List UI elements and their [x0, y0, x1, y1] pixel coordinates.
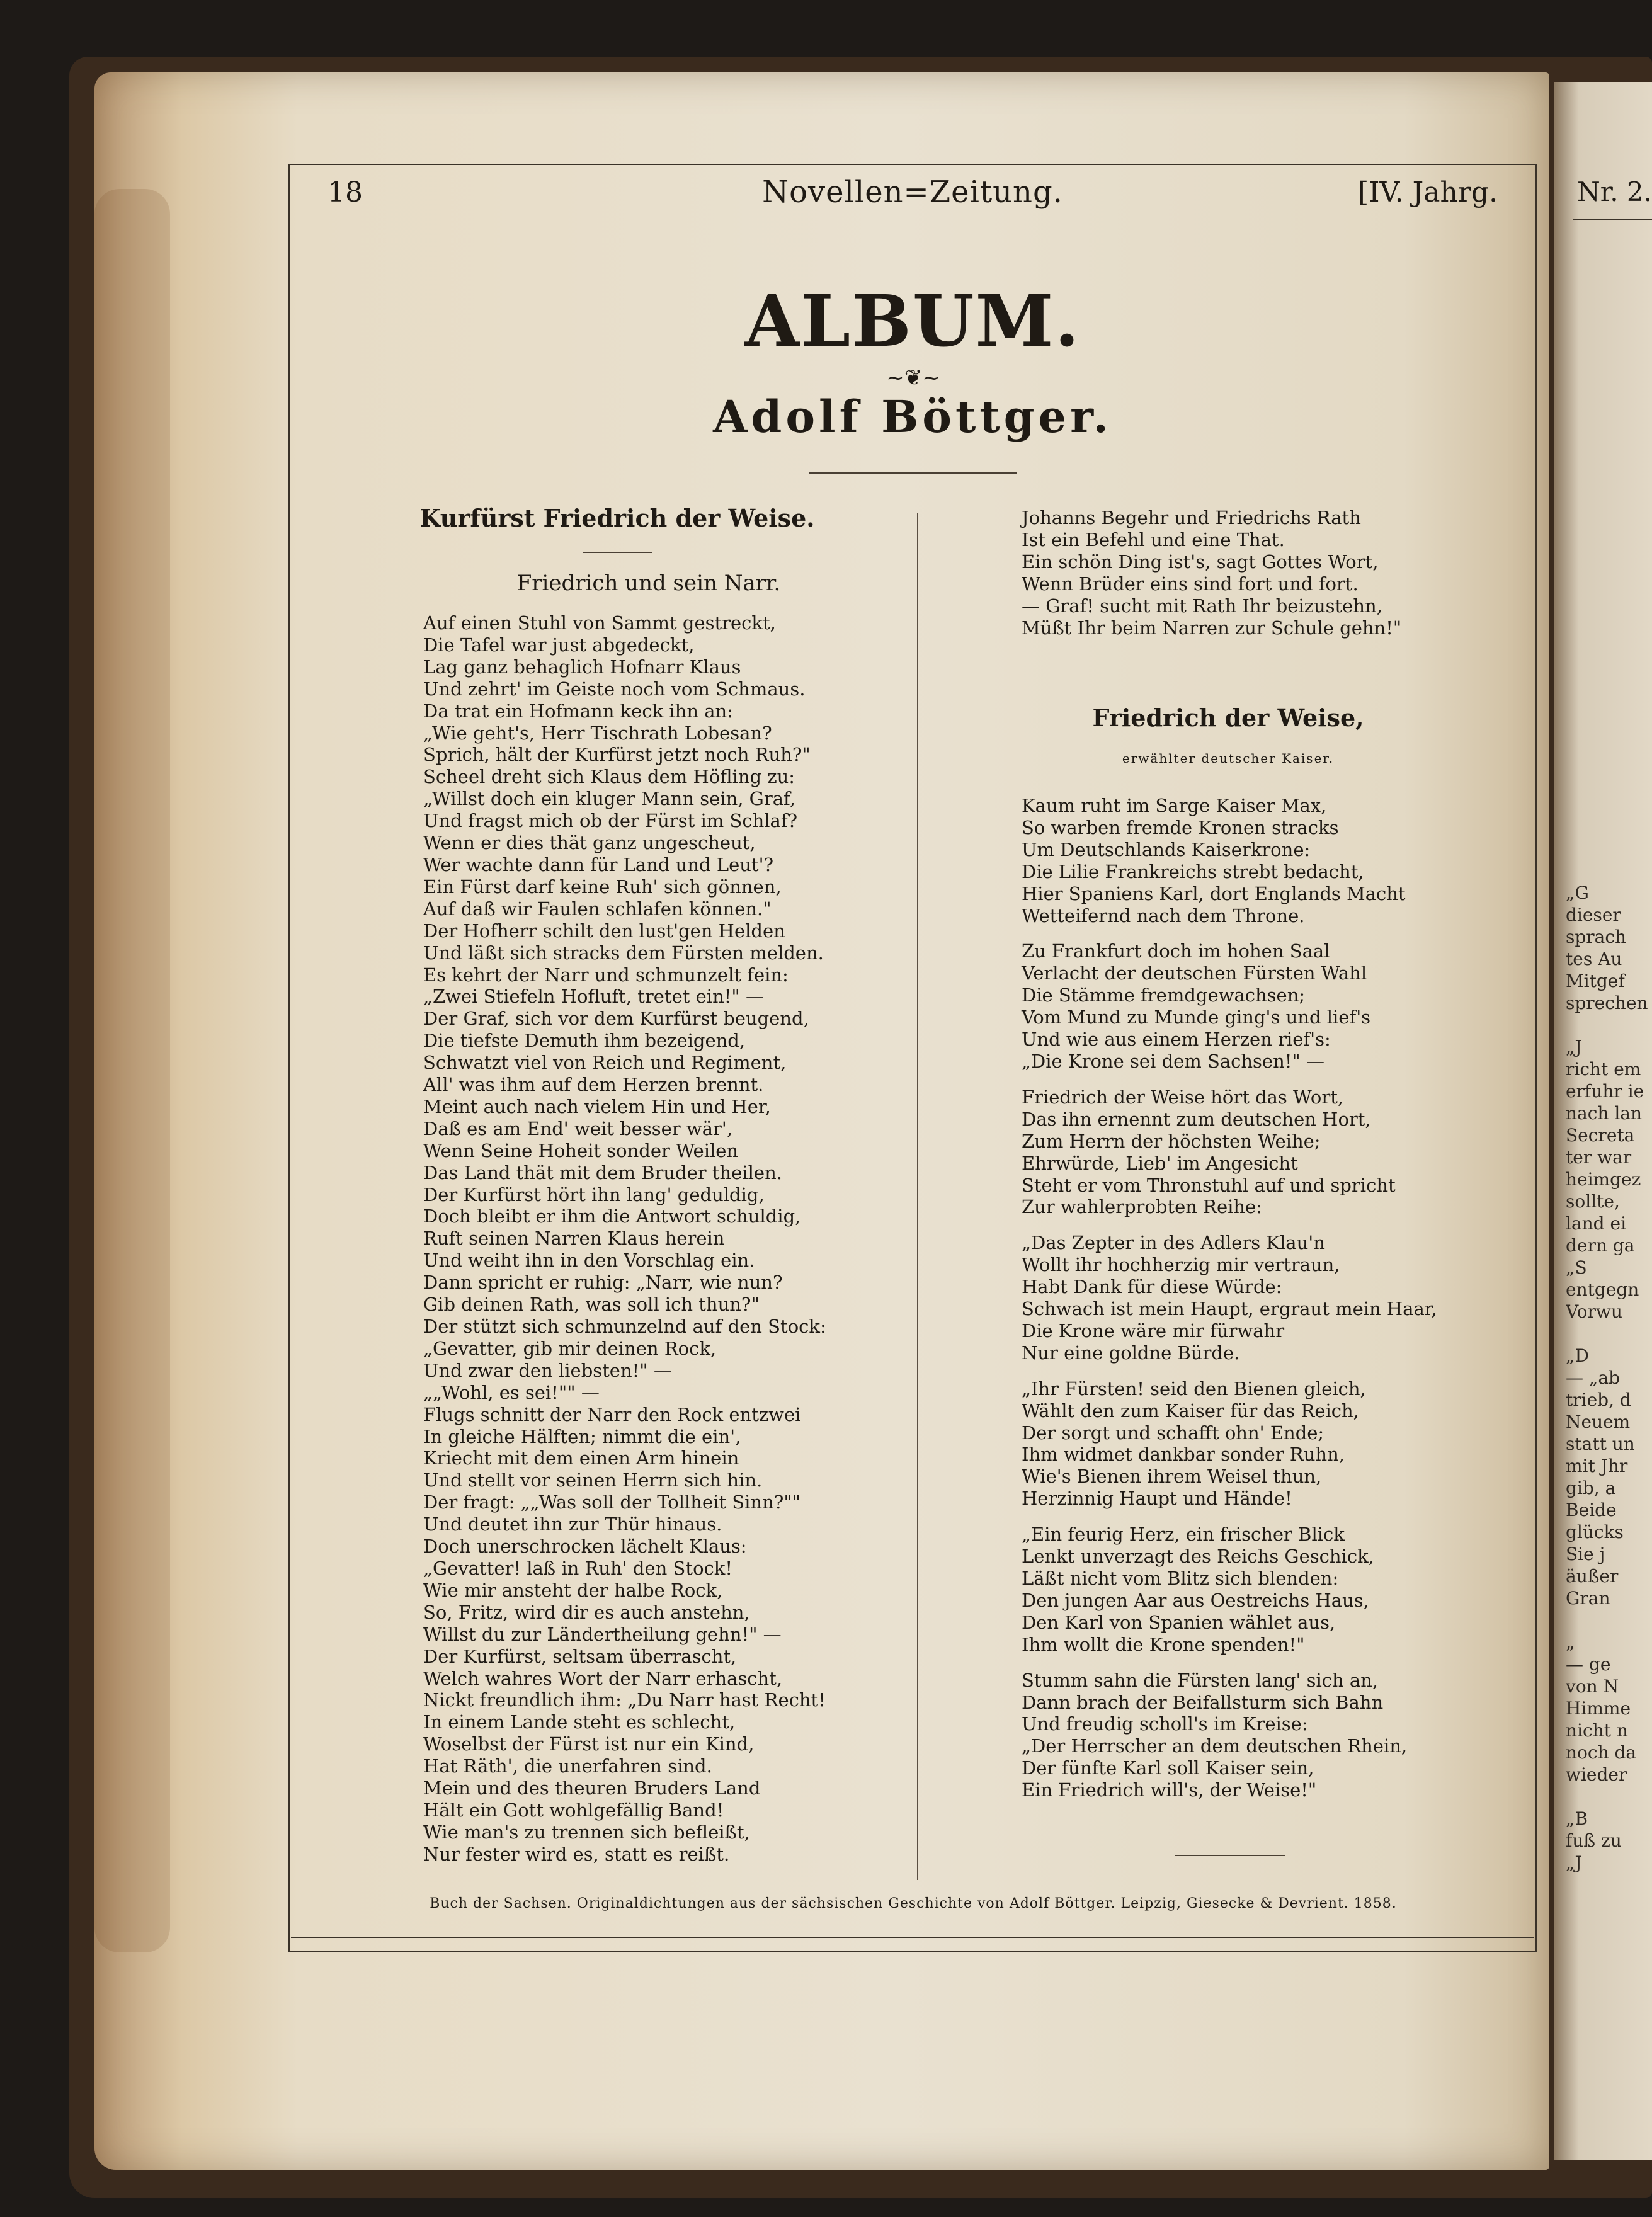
- ornament-icon: ~❦~: [886, 365, 940, 390]
- poem-line: Zur wahlerprobten Reihe:: [1022, 1196, 1263, 1218]
- adjacent-page-line: [1566, 1609, 1652, 1631]
- poem-line: Der Kurfürst hört ihn lang' geduldig,: [423, 1183, 765, 1205]
- poem-line: Wie's Bienen ihrem Weisel thun,: [1022, 1466, 1322, 1488]
- adjacent-page-line: „J: [1566, 1037, 1582, 1057]
- poem-line: Ehrwürde, Lieb' im Angesicht: [1022, 1152, 1298, 1174]
- poem-line: Die Krone wäre mir fürwahr: [1022, 1319, 1285, 1342]
- poem-line: Johanns Begehr und Friedrichs Rath: [1022, 507, 1361, 528]
- adjacent-page-line: heimgez: [1566, 1169, 1641, 1190]
- poem-text: [423, 612, 826, 1866]
- poem-line: Der Graf, sich vor dem Kurfürst beugend,: [423, 1008, 809, 1030]
- adjacent-page-line: — ge: [1566, 1654, 1611, 1675]
- poem-line: Welch wahres Wort der Narr erhascht,: [423, 1667, 783, 1689]
- poem-line: Wenn Seine Hoheit sonder Weilen: [423, 1139, 739, 1161]
- poem-line: In einem Lande steht es schlecht,: [423, 1711, 736, 1733]
- poem-line: Flugs schnitt der Narr den Rock entzwei: [423, 1403, 801, 1425]
- poem-line: Schwatzt viel von Reich und Regiment,: [423, 1052, 787, 1074]
- poem-line: Es kehrt der Narr und schmunzelt fein:: [423, 964, 789, 986]
- poem-title-2: Friedrich der Weise,: [1092, 704, 1364, 732]
- poem-line: „Wie geht's, Herr Tischrath Lobesan?: [423, 722, 772, 744]
- poem-line: „Willst doch ein kluger Mann sein, Graf,: [423, 788, 795, 810]
- poem-line: Die tiefste Demuth ihm bezeigend,: [423, 1030, 746, 1052]
- adjacent-page-line: entgegn: [1566, 1279, 1639, 1300]
- poem-line: Kaum ruht im Sarge Kaiser Max,: [1022, 795, 1327, 816]
- poem-line: Woselbst der Fürst ist nur ein Kind,: [423, 1733, 755, 1755]
- stanza-gap: [1022, 1364, 1437, 1378]
- poem-line: Lag ganz behaglich Hofnarr Klaus: [423, 656, 741, 678]
- stanza-gap: [1022, 1218, 1437, 1232]
- page-edge-stain: [94, 189, 170, 1952]
- poem-line: Die Lilie Frankreichs strebt bedacht,: [1022, 860, 1364, 882]
- poem-line: Wollt ihr hochherzig mir vertraun,: [1022, 1254, 1340, 1276]
- poem-line: Lenkt unverzagt des Reichs Geschick,: [1022, 1546, 1374, 1568]
- poem-line: Ein Fürst darf keine Ruh' sich gönnen,: [423, 875, 782, 898]
- poem-line: Und weiht ihn in den Vorschlag ein.: [423, 1250, 755, 1272]
- album-title: ALBUM.: [744, 280, 1081, 363]
- poem-line: Friedrich der Weise hört das Wort,: [1022, 1086, 1344, 1108]
- poem-line: Mein und des theuren Bruders Land: [423, 1777, 761, 1799]
- poem-line: Der sorgt und schafft ohn' Ende;: [1022, 1422, 1324, 1444]
- poem-line: — Graf! sucht mit Rath Ihr beizustehn,: [1022, 595, 1382, 617]
- poem-line: Die Tafel war just abgedeckt,: [423, 634, 695, 656]
- adjacent-page-line: „D: [1566, 1345, 1589, 1366]
- poem-line: Zum Herrn der höchsten Weihe;: [1022, 1130, 1321, 1152]
- poem-line: So warben fremde Kronen stracks: [1022, 816, 1339, 838]
- poem-line: Daß es am End' weit besser wär',: [423, 1117, 733, 1139]
- adjacent-page-line: dieser: [1566, 904, 1621, 925]
- adjacent-page-line: dern ga: [1566, 1235, 1635, 1256]
- adjacent-page-line: [1566, 1014, 1652, 1036]
- poem-line: „Gevatter! laß in Ruh' den Stock!: [423, 1557, 733, 1579]
- poem-line: Dann brach der Beifallsturm sich Bahn: [1022, 1691, 1384, 1713]
- adjacent-page-line: Sie j: [1566, 1544, 1605, 1564]
- stanza-gap: [1022, 1073, 1437, 1086]
- poem-line: Zu Frankfurt doch im hohen Saal: [1022, 940, 1330, 962]
- poem-text-continued: [1022, 507, 1401, 639]
- volume-label: [IV. Jahrg.: [1358, 176, 1498, 208]
- adjacent-page-line: Neuem: [1566, 1411, 1631, 1432]
- poem-line: Wetteifernd nach dem Throne.: [1022, 904, 1305, 926]
- poem-line: Willst du zur Ländertheilung gehn!" —: [423, 1623, 782, 1645]
- source-footnote: Buch der Sachsen. Originaldichtungen aus der sächsischen Geschichte von Adolf Böttger. Leipzig, Giesecke & Devrient. 1858.: [430, 1896, 1397, 1912]
- poem-line: „„Wohl, es sei!"" —: [423, 1381, 600, 1403]
- adjacent-page-line: gib, a: [1566, 1478, 1616, 1498]
- adjacent-page-line: Himme: [1566, 1698, 1631, 1719]
- poem-line: Der Hofherr schilt den lust'gen Helden: [423, 920, 785, 942]
- poem-line: Das Land thät mit dem Bruder theilen.: [423, 1161, 782, 1183]
- poem-line: Hat Räth', die unerfahren sind.: [423, 1755, 712, 1777]
- poem-line: „Ein feurig Herz, ein frischer Blick: [1022, 1524, 1345, 1546]
- poem-line: Nickt freundlich ihm: „Du Narr hast Recht!: [423, 1689, 826, 1711]
- stanza-gap: [1022, 1510, 1437, 1524]
- poem-line: Und läßt sich stracks dem Fürsten melden.: [423, 942, 824, 964]
- adjacent-page-line: äußer: [1566, 1566, 1619, 1587]
- adjacent-page-line: richt em: [1566, 1059, 1641, 1080]
- poem-line: Auf einen Stuhl von Sammt gestreckt,: [423, 612, 776, 634]
- author-rule: [809, 472, 1017, 474]
- poem-line: Ein schön Ding ist's, sagt Gottes Wort,: [1022, 550, 1379, 573]
- poem-line: Hier Spaniens Karl, dort Englands Macht: [1022, 882, 1406, 904]
- poem-line: „Die Krone sei dem Sachsen!" —: [1022, 1050, 1324, 1072]
- poem-line: Wie man's zu trennen sich befleißt,: [423, 1821, 750, 1843]
- poem-line: Sprich, hält der Kurfürst jetzt noch Ruh?": [423, 744, 811, 766]
- poem-line: Und stellt vor seinen Herrn sich hin.: [423, 1469, 763, 1491]
- poem-line: Ihm wollt die Krone spenden!": [1022, 1633, 1305, 1655]
- poem-line: Doch unerschrocken lächelt Klaus:: [423, 1536, 747, 1558]
- stanza-gap: [1022, 1656, 1437, 1670]
- poem-line: Den Karl von Spanien wählet aus,: [1022, 1611, 1336, 1633]
- poem-line: Da trat ein Hofmann keck ihn an:: [423, 700, 733, 722]
- poem-subtitle: Friedrich und sein Narr.: [516, 571, 781, 596]
- adjacent-page-line: nach lan: [1566, 1103, 1643, 1124]
- poem-line: Ein Friedrich will's, der Weise!": [1022, 1779, 1317, 1801]
- adjacent-page-line: Secreta: [1566, 1125, 1635, 1146]
- poem-line: Und deutet ihn zur Thür hinaus.: [423, 1513, 722, 1536]
- poem-line: All' was ihm auf dem Herzen brennt.: [423, 1074, 764, 1096]
- poem-line: Hält ein Gott wohlgefällig Band!: [423, 1799, 724, 1821]
- poem-line: Und zehrt' im Geiste noch vom Schmaus.: [423, 678, 806, 700]
- poem-line: Um Deutschlands Kaiserkrone:: [1022, 838, 1311, 860]
- page-number: 18: [328, 176, 363, 208]
- poem-line: So, Fritz, wird dir es auch anstehn,: [423, 1601, 750, 1623]
- adjacent-page-line: „S: [1566, 1257, 1587, 1278]
- poem-line: Läßt nicht vom Blitz sich blenden:: [1022, 1568, 1339, 1589]
- poem-line: Der stützt sich schmunzelnd auf den Stock:: [423, 1316, 826, 1337]
- poem-line: „Der Herrscher an dem deutschen Rhein,: [1022, 1735, 1408, 1757]
- poem-line: Den jungen Aar aus Oestreichs Haus,: [1022, 1589, 1369, 1611]
- adjacent-page-line: fuß zu: [1566, 1830, 1622, 1851]
- end-rule: [1175, 1855, 1285, 1856]
- adjacent-page-line: mit Jhr: [1566, 1456, 1628, 1476]
- poem-line: „Ihr Fürsten! seid den Bienen gleich,: [1022, 1377, 1366, 1399]
- poem-line: Ihm widmet dankbar sonder Ruhn,: [1022, 1444, 1345, 1466]
- adjacent-page-line: statt un: [1566, 1433, 1635, 1454]
- adjacent-page-line: „B: [1566, 1808, 1588, 1829]
- adjacent-page-line: erfuhr ie: [1566, 1081, 1644, 1102]
- adjacent-page-line: trieb, d: [1566, 1389, 1631, 1410]
- poem-line: „Das Zepter in des Adlers Klau'n: [1022, 1232, 1325, 1254]
- header-rule: [291, 224, 1534, 225]
- adjacent-page-line: von N: [1566, 1676, 1619, 1697]
- adjacent-page-line: wieder: [1566, 1764, 1627, 1785]
- adjacent-page-line: Mitgef: [1566, 971, 1625, 991]
- adjacent-page-line: [1566, 1323, 1652, 1345]
- adjacent-page-line: Beide: [1566, 1500, 1617, 1520]
- poem-line: Herzinnig Haupt und Hände!: [1022, 1488, 1292, 1510]
- poem-line: Und freudig scholl's im Kreise:: [1022, 1713, 1308, 1735]
- poem-line: Ruft seinen Narren Klaus herein: [423, 1228, 725, 1250]
- title-rule: [583, 552, 652, 553]
- adjacent-page-header: Nr. 2.: [1577, 176, 1652, 207]
- poem-line: Habt Dank für diese Würde:: [1022, 1276, 1282, 1298]
- adjacent-page-line: — „ab: [1566, 1367, 1621, 1388]
- poem-line: Nur eine goldne Bürde.: [1022, 1342, 1240, 1364]
- poem-line: Meint auch nach vielem Hin und Her,: [423, 1095, 771, 1117]
- poem-line: Wählt den zum Kaiser für das Reich,: [1022, 1399, 1359, 1422]
- poem-line: Gib deinen Rath, was soll ich thun?": [423, 1294, 760, 1316]
- poem-line: Stumm sahn die Fürsten lang' sich an,: [1022, 1669, 1379, 1691]
- poem-line: Der fünfte Karl soll Kaiser sein,: [1022, 1757, 1314, 1779]
- poem-line: Dann spricht er ruhig: „Narr, wie nun?: [423, 1272, 783, 1294]
- poem-line: Verlacht der deutschen Fürsten Wahl: [1022, 962, 1367, 984]
- poem-line: Und zwar den liebsten!" —: [423, 1359, 672, 1381]
- adjacent-page-line: tes Au: [1566, 949, 1622, 969]
- poem-line: Das ihn ernennt zum deutschen Hort,: [1022, 1108, 1371, 1130]
- author-name: Adolf Böttger.: [713, 390, 1112, 443]
- adjacent-page-line: nicht n: [1566, 1720, 1628, 1741]
- poem-line: Und fragst mich ob der Fürst im Schlaf?: [423, 810, 798, 832]
- poem-line: Kriecht mit dem einen Arm hinein: [423, 1447, 739, 1469]
- poem-line: Und wie aus einem Herzen rief's:: [1022, 1029, 1331, 1051]
- poem-line: Vom Mund zu Munde ging's und lief's: [1022, 1006, 1371, 1029]
- adjacent-page-line: noch da: [1566, 1742, 1637, 1763]
- adjacent-page-line: Vorwu: [1566, 1301, 1622, 1322]
- adjacent-page-rule: [1573, 219, 1652, 220]
- poem-line: Steht er vom Thronstuhl auf und spricht: [1022, 1174, 1396, 1196]
- poem-line: Scheel dreht sich Klaus dem Höfling zu:: [423, 766, 795, 788]
- adjacent-page-line: sprechen: [1566, 993, 1648, 1013]
- adjacent-page-line: „J: [1566, 1852, 1582, 1873]
- poem-line: „Gevatter, gib mir deinen Rock,: [423, 1337, 717, 1359]
- poem-line: Auf daß wir Faulen schlafen können.": [423, 898, 772, 920]
- stanza-gap: [1022, 926, 1437, 940]
- adjacent-page-line: „: [1566, 1632, 1575, 1653]
- poem-line: Der fragt: „„Was soll der Tollheit Sinn?"": [423, 1491, 801, 1513]
- poem-line: „Zwei Stiefeln Hofluft, tretet ein!" —: [423, 986, 764, 1008]
- column-divider: [917, 513, 918, 1880]
- adjacent-page-line: [1566, 1786, 1652, 1808]
- poem-line: Nur fester wird es, statt es reißt.: [423, 1843, 730, 1865]
- poem-title: Kurfürst Friedrich der Weise.: [419, 504, 815, 532]
- poem-line: Wenn Brüder eins sind fort und fort.: [1022, 573, 1359, 595]
- adjacent-page-line: Gran: [1566, 1588, 1610, 1609]
- adjacent-page-line: ter war: [1566, 1147, 1632, 1168]
- poem-line: Müßt Ihr beim Narren zur Schule gehn!": [1022, 617, 1402, 639]
- page-header: [288, 167, 1537, 224]
- adjacent-page-line: „G: [1566, 882, 1589, 903]
- poem-subtitle-2: erwählter deutscher Kaiser.: [1122, 751, 1335, 766]
- journal-title: Novellen=Zeitung.: [762, 174, 1063, 210]
- poem-line: Wenn er dies thät ganz ungescheut,: [423, 832, 756, 854]
- poem-text-2: [1022, 795, 1437, 1801]
- poem-line: Die Stämme fremdgewachsen;: [1022, 984, 1306, 1006]
- adjacent-page-line: sollte,: [1566, 1191, 1620, 1212]
- poem-line: In gleiche Hälften; nimmt die ein',: [423, 1425, 741, 1447]
- adjacent-page-line: sprach: [1566, 926, 1627, 947]
- adjacent-page-line: glücks: [1566, 1522, 1624, 1542]
- adjacent-page-line: land ei: [1566, 1213, 1627, 1234]
- adjacent-page-text: [1566, 882, 1652, 1874]
- poem-line: Der Kurfürst, seltsam überrascht,: [423, 1645, 737, 1667]
- poem-line: Wer wachte dann für Land und Leut'?: [423, 853, 774, 875]
- poem-line: Schwach ist mein Haupt, ergraut mein Haar,: [1022, 1298, 1437, 1320]
- bottom-rule: [291, 1937, 1534, 1938]
- poem-line: Ist ein Befehl und eine That.: [1022, 528, 1285, 550]
- adjacent-page: [1554, 82, 1652, 2160]
- poem-line: Wie mir ansteht der halbe Rock,: [423, 1579, 723, 1601]
- poem-line: Doch bleibt er ihm die Antwort schuldig,: [423, 1205, 801, 1228]
